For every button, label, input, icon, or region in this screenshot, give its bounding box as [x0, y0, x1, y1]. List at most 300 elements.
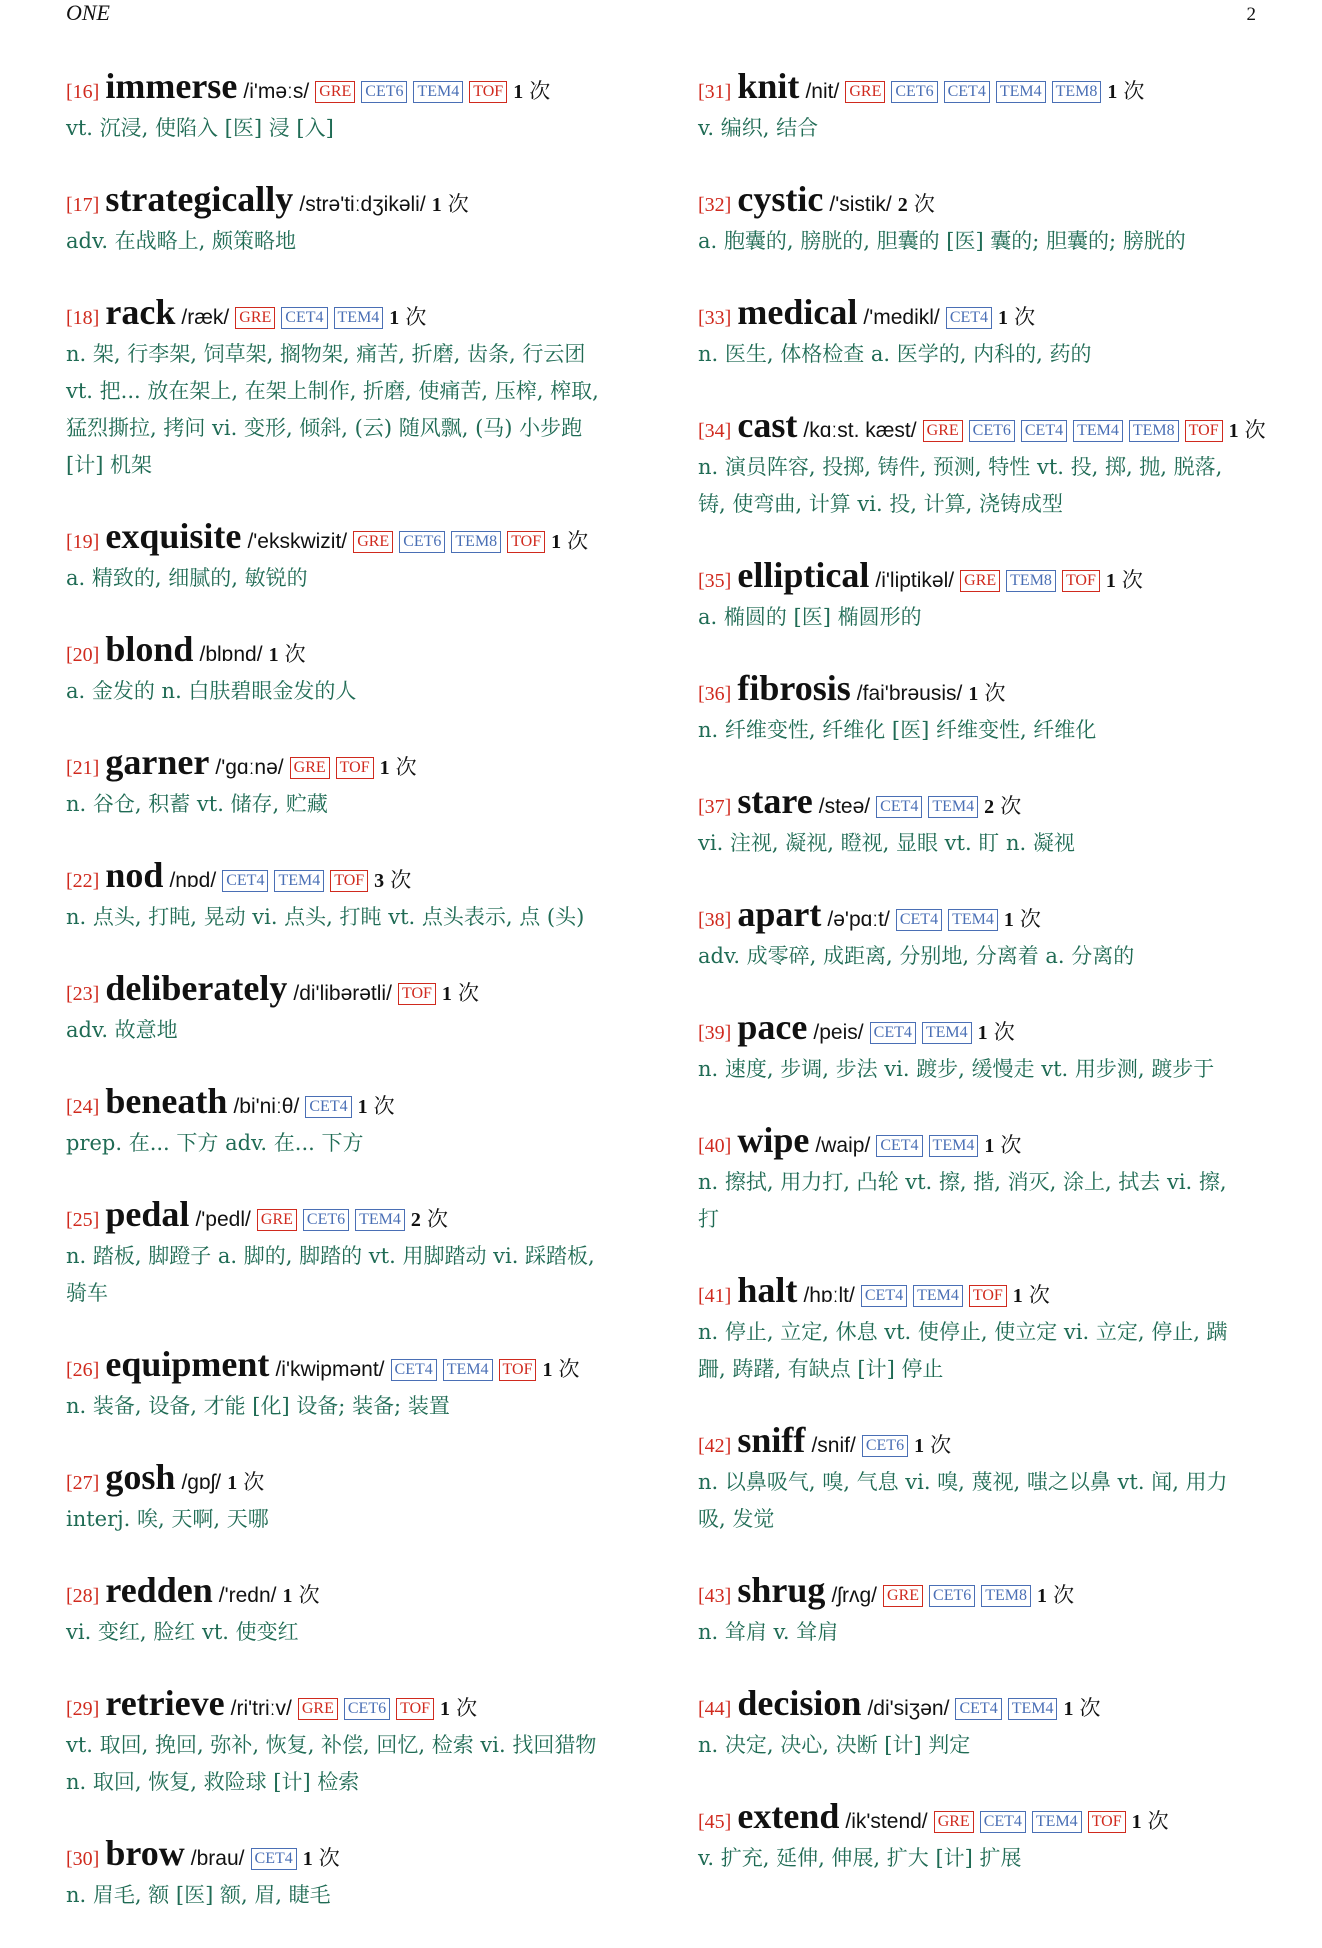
exam-tag: TOF — [499, 1359, 537, 1381]
headword: immerse — [105, 66, 238, 106]
entry-number: [34] — [698, 420, 732, 442]
frequency-count: 1 — [1105, 570, 1116, 592]
frequency-unit: 次 — [984, 681, 1006, 705]
entry-number: [35] — [698, 570, 732, 592]
phonetic: /blɒnd/ — [199, 643, 263, 666]
headword: retrieve — [105, 1683, 225, 1723]
definition: n. 纤维变性, 纤维化 [医] 纤维变性, 纤维化 — [698, 718, 1097, 742]
headword: sniff — [737, 1420, 806, 1460]
frequency-count: 3 — [374, 870, 385, 892]
entry-number: [39] — [698, 1022, 732, 1044]
headword: knit — [737, 66, 800, 106]
vocab-entry — [66, 1572, 636, 1651]
entry-number: [30] — [66, 1848, 100, 1870]
exam-tag: TEM4 — [1032, 1811, 1082, 1833]
entry-head — [698, 1009, 1278, 1051]
exam-tag: CET4 — [222, 870, 268, 892]
headword: pace — [737, 1007, 808, 1047]
frequency-count: 1 — [1107, 81, 1118, 103]
frequency-unit: 次 — [318, 1846, 340, 1870]
phonetic: /brau/ — [190, 1847, 245, 1870]
definition: n. 架, 行李架, 饲草架, 搁物架, 痛苦, 折磨, 齿条, 行云团 vt. 把... 放在架上, 在架上制作, 折磨, 使痛苦, 压榨, 榨取, 猛烈撕拉, 拷问 vi. 变形, 倾斜, (云) 随风飘, (马) 小步跑 [计] 机架 — [66, 342, 599, 477]
vocab-entry — [66, 1083, 636, 1162]
frequency-count: 1 — [968, 683, 979, 705]
frequency-unit: 次 — [1244, 418, 1266, 442]
vocab-entry — [698, 1798, 1278, 1877]
vocab-entry — [66, 68, 636, 147]
entry-head — [66, 631, 636, 673]
entry-head — [66, 1685, 636, 1727]
phonetic: /snif/ — [811, 1434, 856, 1457]
vocab-entry — [698, 1272, 1278, 1388]
exam-tag: CET4 — [980, 1811, 1026, 1833]
exam-tag: CET4 — [391, 1359, 437, 1381]
definition: a. 精致的, 细腻的, 敏锐的 — [66, 566, 308, 590]
entry-head — [66, 1196, 636, 1238]
definition: vi. 变红, 脸红 vt. 使变红 — [66, 1620, 299, 1644]
exam-tag: CET4 — [281, 307, 327, 329]
entry-head — [66, 518, 636, 560]
left-column — [66, 68, 636, 1948]
frequency-unit: 次 — [1053, 1583, 1075, 1607]
definition: n. 决定, 决心, 决断 [计] 判定 — [698, 1733, 971, 1757]
definition: adv. 在战略上, 颇策略地 — [66, 229, 297, 253]
headword: beneath — [105, 1081, 228, 1121]
vocab-entry — [698, 1009, 1278, 1088]
exam-tag: TOF — [1185, 420, 1223, 442]
frequency-unit: 次 — [567, 529, 589, 553]
frequency-unit: 次 — [243, 1470, 265, 1494]
vocab-entry — [66, 1346, 636, 1425]
vocab-entry — [698, 783, 1278, 862]
frequency-count: 1 — [1063, 1698, 1074, 1720]
exam-tag: TOF — [396, 1698, 434, 1720]
exam-tag: GRE — [353, 531, 393, 553]
entry-number: [23] — [66, 983, 100, 1005]
frequency-count: 1 — [914, 1435, 925, 1457]
entry-number: [27] — [66, 1472, 100, 1494]
headword: gosh — [105, 1457, 176, 1497]
frequency-unit: 次 — [456, 1696, 478, 1720]
entry-number: [26] — [66, 1359, 100, 1381]
frequency-count: 1 — [389, 307, 400, 329]
entry-head — [66, 181, 636, 223]
frequency-count: 2 — [984, 796, 995, 818]
exam-tag: CET6 — [361, 81, 407, 103]
frequency-unit: 次 — [395, 755, 417, 779]
entry-number: [38] — [698, 909, 732, 931]
entry-head — [698, 783, 1278, 825]
frequency-unit: 次 — [1014, 305, 1036, 329]
headword: elliptical — [737, 555, 870, 595]
entry-number: [19] — [66, 531, 100, 553]
vocab-entry — [698, 407, 1278, 523]
vocab-entry — [66, 1835, 636, 1914]
definition: a. 胞囊的, 膀胱的, 胆囊的 [医] 囊的; 胆囊的; 膀胱的 — [698, 229, 1186, 253]
headword: extend — [737, 1796, 840, 1836]
exam-tag: TOF — [1088, 1811, 1126, 1833]
phonetic: /peis/ — [813, 1021, 864, 1044]
definition: n. 演员阵容, 投掷, 铸件, 预测, 特性 vt. 投, 掷, 抛, 脱落, 铸, 使弯曲, 计算 vi. 投, 计算, 浇铸成型 — [698, 455, 1223, 516]
exam-tag: TEM8 — [981, 1585, 1031, 1607]
frequency-unit: 次 — [930, 1433, 952, 1457]
exam-tag: TEM4 — [928, 796, 978, 818]
exam-tag: CET4 — [896, 909, 942, 931]
vocab-entry — [698, 294, 1278, 373]
vocab-entry — [698, 1122, 1278, 1238]
exam-tag: TEM4 — [334, 307, 384, 329]
exam-tag: CET4 — [876, 1135, 922, 1157]
exam-tag: TEM4 — [913, 1285, 963, 1307]
phonetic: /steə/ — [818, 795, 871, 818]
exam-tag: TEM4 — [355, 1209, 405, 1231]
phonetic: /fai'brəusis/ — [856, 682, 963, 705]
frequency-unit: 次 — [298, 1583, 320, 1607]
phonetic: /ri'triːv/ — [230, 1697, 292, 1720]
definition: prep. 在... 下方 adv. 在... 下方 — [66, 1131, 364, 1155]
entry-head — [698, 1685, 1278, 1727]
phonetic: /nit/ — [805, 80, 840, 103]
entry-head — [698, 670, 1278, 712]
vocab-entry — [698, 68, 1278, 147]
frequency-unit: 次 — [1121, 568, 1143, 592]
vocab-entry — [66, 294, 636, 484]
phonetic: /'sistik/ — [829, 193, 892, 216]
definition: n. 以鼻吸气, 嗅, 气息 vi. 嗅, 蔑视, 嗤之以鼻 vt. 闻, 用力 吸, 发觉 — [698, 1470, 1228, 1531]
exam-tag: TOF — [336, 757, 374, 779]
exam-tag: TOF — [1062, 570, 1100, 592]
exam-tag: TEM8 — [1006, 570, 1056, 592]
exam-tag: TEM4 — [1008, 1698, 1058, 1720]
vocab-entry — [66, 1196, 636, 1312]
phonetic: /kɑːst. kæst/ — [803, 419, 917, 442]
exam-tag: CET4 — [870, 1022, 916, 1044]
entry-head — [66, 1346, 636, 1388]
entry-head — [66, 68, 636, 110]
headword: brow — [105, 1833, 185, 1873]
frequency-unit: 次 — [1079, 1696, 1101, 1720]
exam-tag: TEM4 — [413, 81, 463, 103]
entry-head — [66, 294, 636, 336]
page-header — [66, 0, 1256, 30]
entry-head — [698, 557, 1278, 599]
entry-number: [21] — [66, 757, 100, 779]
definition: a. 椭圆的 [医] 椭圆形的 — [698, 605, 922, 629]
frequency-unit: 次 — [1000, 1133, 1022, 1157]
exam-tag: TEM8 — [451, 531, 501, 553]
vocab-entry — [66, 631, 636, 710]
headword: decision — [737, 1683, 862, 1723]
phonetic: /i'məːs/ — [243, 80, 310, 103]
definition: v. 编织, 结合 — [698, 116, 819, 140]
entry-head — [698, 181, 1278, 223]
entry-number: [32] — [698, 194, 732, 216]
vocab-entry — [698, 557, 1278, 636]
frequency-unit: 次 — [1123, 79, 1145, 103]
exam-tag: TOF — [469, 81, 507, 103]
definition: n. 点头, 打盹, 晃动 vi. 点头, 打盹 vt. 点头表示, 点 (头) — [66, 905, 585, 929]
exam-tag: TEM8 — [1052, 81, 1102, 103]
entry-head — [698, 1272, 1278, 1314]
frequency-unit: 次 — [529, 79, 551, 103]
entry-head — [66, 1835, 636, 1877]
frequency-unit: 次 — [426, 1207, 448, 1231]
exam-tag: CET4 — [305, 1096, 351, 1118]
entry-head — [66, 1459, 636, 1501]
entry-number: [24] — [66, 1096, 100, 1118]
frequency-count: 1 — [431, 194, 442, 216]
phonetic: /waip/ — [815, 1134, 871, 1157]
vocab-entry — [698, 670, 1278, 749]
frequency-count: 1 — [227, 1472, 238, 1494]
book-title: ONE — [66, 0, 110, 25]
entry-number: [44] — [698, 1698, 732, 1720]
definition: n. 眉毛, 额 [医] 额, 眉, 睫毛 — [66, 1883, 331, 1907]
vocab-entry — [698, 896, 1278, 975]
frequency-unit: 次 — [457, 981, 479, 1005]
frequency-count: 1 — [1003, 909, 1014, 931]
phonetic: /ʃrʌg/ — [831, 1584, 877, 1607]
frequency-unit: 次 — [405, 305, 427, 329]
phonetic: /'gɑːnə/ — [215, 756, 284, 779]
vocab-entry — [66, 1459, 636, 1538]
exam-tag: TOF — [330, 870, 368, 892]
frequency-unit: 次 — [913, 192, 935, 216]
entry-number: [36] — [698, 683, 732, 705]
phonetic: /'redn/ — [218, 1584, 277, 1607]
entry-number: [28] — [66, 1585, 100, 1607]
exam-tag: TEM8 — [1129, 420, 1179, 442]
frequency-unit: 次 — [284, 642, 306, 666]
frequency-unit: 次 — [447, 192, 469, 216]
entry-head — [66, 744, 636, 786]
frequency-count: 1 — [1228, 420, 1239, 442]
phonetic: /i'liptikəl/ — [875, 569, 955, 592]
entry-number: [33] — [698, 307, 732, 329]
exam-tag: CET6 — [929, 1585, 975, 1607]
exam-tag: GRE — [934, 1811, 974, 1833]
entry-head — [66, 1083, 636, 1125]
headword: apart — [737, 894, 822, 934]
entry-number: [31] — [698, 81, 732, 103]
frequency-count: 1 — [302, 1848, 313, 1870]
definition: n. 装备, 设备, 才能 [化] 设备; 装备; 装置 — [66, 1394, 450, 1418]
vocab-entry — [66, 857, 636, 936]
headword: wipe — [737, 1120, 810, 1160]
exam-tag: GRE — [235, 307, 275, 329]
headword: medical — [737, 292, 858, 332]
frequency-unit: 次 — [558, 1357, 580, 1381]
phonetic: /'ekskwizit/ — [247, 530, 348, 553]
frequency-count: 1 — [282, 1585, 293, 1607]
exam-tag: TOF — [969, 1285, 1007, 1307]
definition: n. 停止, 立定, 休息 vt. 使停止, 使立定 vi. 立定, 停止, 蹒 跚, 踌躇, 有缺点 [计] 停止 — [698, 1320, 1228, 1381]
entry-number: [41] — [698, 1285, 732, 1307]
headword: cast — [737, 405, 798, 445]
page-number: 2 — [1246, 4, 1256, 25]
frequency-unit: 次 — [1000, 794, 1022, 818]
vocab-entry — [698, 1572, 1278, 1651]
exam-tag: CET6 — [344, 1698, 390, 1720]
exam-tag: GRE — [290, 757, 330, 779]
headword: exquisite — [105, 516, 242, 556]
vocab-entry — [66, 518, 636, 597]
exam-tag: CET6 — [891, 81, 937, 103]
exam-tag: CET4 — [251, 1848, 297, 1870]
frequency-count: 1 — [1012, 1285, 1023, 1307]
headword: redden — [105, 1570, 213, 1610]
definition: vi. 注视, 凝视, 瞪视, 显眼 vt. 盯 n. 凝视 — [698, 831, 1075, 855]
definition: a. 金发的 n. 白肤碧眼金发的人 — [66, 679, 357, 703]
definition: adv. 故意地 — [66, 1018, 178, 1042]
headword: shrug — [737, 1570, 826, 1610]
headword: halt — [737, 1270, 798, 1310]
frequency-count: 2 — [897, 194, 908, 216]
phonetic: /di'siʒən/ — [867, 1697, 950, 1720]
frequency-unit: 次 — [1147, 1809, 1169, 1833]
exam-tag: GRE — [315, 81, 355, 103]
frequency-unit: 次 — [373, 1094, 395, 1118]
entry-number: [29] — [66, 1698, 100, 1720]
exam-tag: TOF — [398, 983, 436, 1005]
entry-number: [43] — [698, 1585, 732, 1607]
exam-tag: CET4 — [876, 796, 922, 818]
definition: n. 速度, 步调, 步法 vi. 踱步, 缓慢走 vt. 用步测, 踱步于 — [698, 1057, 1215, 1081]
headword: equipment — [105, 1344, 270, 1384]
exam-tag: TOF — [507, 531, 545, 553]
frequency-count: 1 — [977, 1022, 988, 1044]
frequency-count: 1 — [441, 983, 452, 1005]
phonetic: /i'kwipmənt/ — [275, 1358, 385, 1381]
entry-number: [18] — [66, 307, 100, 329]
frequency-count: 2 — [410, 1209, 421, 1231]
entry-number: [40] — [698, 1135, 732, 1157]
exam-tag: TEM4 — [443, 1359, 493, 1381]
entry-head — [66, 857, 636, 899]
exam-tag: CET4 — [944, 81, 990, 103]
frequency-count: 1 — [551, 531, 562, 553]
exam-tag: CET4 — [861, 1285, 907, 1307]
frequency-count: 1 — [998, 307, 1009, 329]
frequency-count: 1 — [1037, 1585, 1048, 1607]
definition: vt. 取回, 挽回, 弥补, 恢复, 补偿, 回忆, 检索 vi. 找回猎物 n. 取回, 恢复, 救险球 [计] 检索 — [66, 1733, 597, 1794]
headword: fibrosis — [737, 668, 851, 708]
vocab-entry — [66, 181, 636, 260]
entry-number: [20] — [66, 644, 100, 666]
frequency-count: 1 — [357, 1096, 368, 1118]
headword: strategically — [105, 179, 294, 219]
exam-tag: CET4 — [946, 307, 992, 329]
phonetic: /ræk/ — [181, 306, 230, 329]
phonetic: /nɒd/ — [169, 869, 217, 892]
exam-tag: GRE — [923, 420, 963, 442]
definition: vt. 沉浸, 使陷入 [医] 浸 [入] — [66, 116, 334, 140]
frequency-count: 1 — [1131, 1811, 1142, 1833]
definition: n. 擦拭, 用力打, 凸轮 vt. 擦, 揩, 消灭, 涂上, 拭去 vi. 擦, 打 — [698, 1170, 1227, 1231]
exam-tag: CET6 — [969, 420, 1015, 442]
right-column — [698, 68, 1278, 1911]
vocab-entry — [66, 970, 636, 1049]
frequency-unit: 次 — [1028, 1283, 1050, 1307]
vocab-entry — [698, 1685, 1278, 1764]
frequency-count: 1 — [379, 757, 390, 779]
entry-head — [66, 1572, 636, 1614]
exam-tag: CET4 — [955, 1698, 1001, 1720]
definition: v. 扩充, 延伸, 伸展, 扩大 [计] 扩展 — [698, 1846, 1022, 1870]
exam-tag: GRE — [845, 81, 885, 103]
entry-head — [698, 1798, 1278, 1840]
frequency-count: 1 — [984, 1135, 995, 1157]
vocab-entry — [698, 181, 1278, 260]
entry-number: [17] — [66, 194, 100, 216]
definition: interj. 唉, 天啊, 天哪 — [66, 1507, 269, 1531]
headword: rack — [105, 292, 176, 332]
entry-number: [22] — [66, 870, 100, 892]
phonetic: /strə'tiːdʒikəli/ — [299, 193, 426, 216]
frequency-unit: 次 — [993, 1020, 1015, 1044]
frequency-count: 1 — [268, 644, 279, 666]
vocab-entry — [66, 1685, 636, 1801]
headword: garner — [105, 742, 210, 782]
phonetic: /bi'niːθ/ — [233, 1095, 300, 1118]
exam-tag: GRE — [960, 570, 1000, 592]
entry-head — [698, 407, 1278, 449]
entry-head — [698, 1122, 1278, 1164]
definition: n. 耸肩 v. 耸肩 — [698, 1620, 839, 1644]
exam-tag: GRE — [883, 1585, 923, 1607]
phonetic: /'pedl/ — [195, 1208, 251, 1231]
definition: adv. 成零碎, 成距离, 分别地, 分离着 a. 分离的 — [698, 944, 1135, 968]
frequency-count: 1 — [542, 1359, 553, 1381]
exam-tag: TEM4 — [274, 870, 324, 892]
entry-head — [698, 1422, 1278, 1464]
exam-tag: CET6 — [399, 531, 445, 553]
definition: n. 谷仓, 积蓄 vt. 储存, 贮藏 — [66, 792, 328, 816]
entry-head — [698, 294, 1278, 336]
exam-tag: GRE — [298, 1698, 338, 1720]
exam-tag: CET6 — [303, 1209, 349, 1231]
exam-tag: TEM4 — [922, 1022, 972, 1044]
headword: blond — [105, 629, 194, 669]
vocab-entry — [698, 1422, 1278, 1538]
phonetic: /ə'pɑːt/ — [827, 908, 890, 931]
entry-head — [66, 970, 636, 1012]
entry-head — [698, 68, 1278, 110]
entry-number: [25] — [66, 1209, 100, 1231]
exam-tag: TEM4 — [1073, 420, 1123, 442]
phonetic: /gɒʃ/ — [181, 1471, 222, 1494]
vocab-entry — [66, 744, 636, 823]
exam-tag: CET6 — [862, 1435, 908, 1457]
exam-tag: TEM4 — [929, 1135, 979, 1157]
entry-number: [45] — [698, 1811, 732, 1833]
entry-number: [42] — [698, 1435, 732, 1457]
entry-number: [16] — [66, 81, 100, 103]
exam-tag: TEM4 — [948, 909, 998, 931]
entry-number: [37] — [698, 796, 732, 818]
frequency-count: 1 — [513, 81, 524, 103]
headword: cystic — [737, 179, 824, 219]
definition: n. 医生, 体格检查 a. 医学的, 内科的, 药的 — [698, 342, 1092, 366]
frequency-unit: 次 — [1019, 907, 1041, 931]
headword: stare — [737, 781, 813, 821]
exam-tag: CET4 — [1021, 420, 1067, 442]
exam-tag: GRE — [257, 1209, 297, 1231]
exam-tag: TEM4 — [996, 81, 1046, 103]
phonetic: /hɒːlt/ — [803, 1284, 855, 1307]
phonetic: /di'libərətli/ — [293, 982, 392, 1005]
headword: pedal — [105, 1194, 190, 1234]
